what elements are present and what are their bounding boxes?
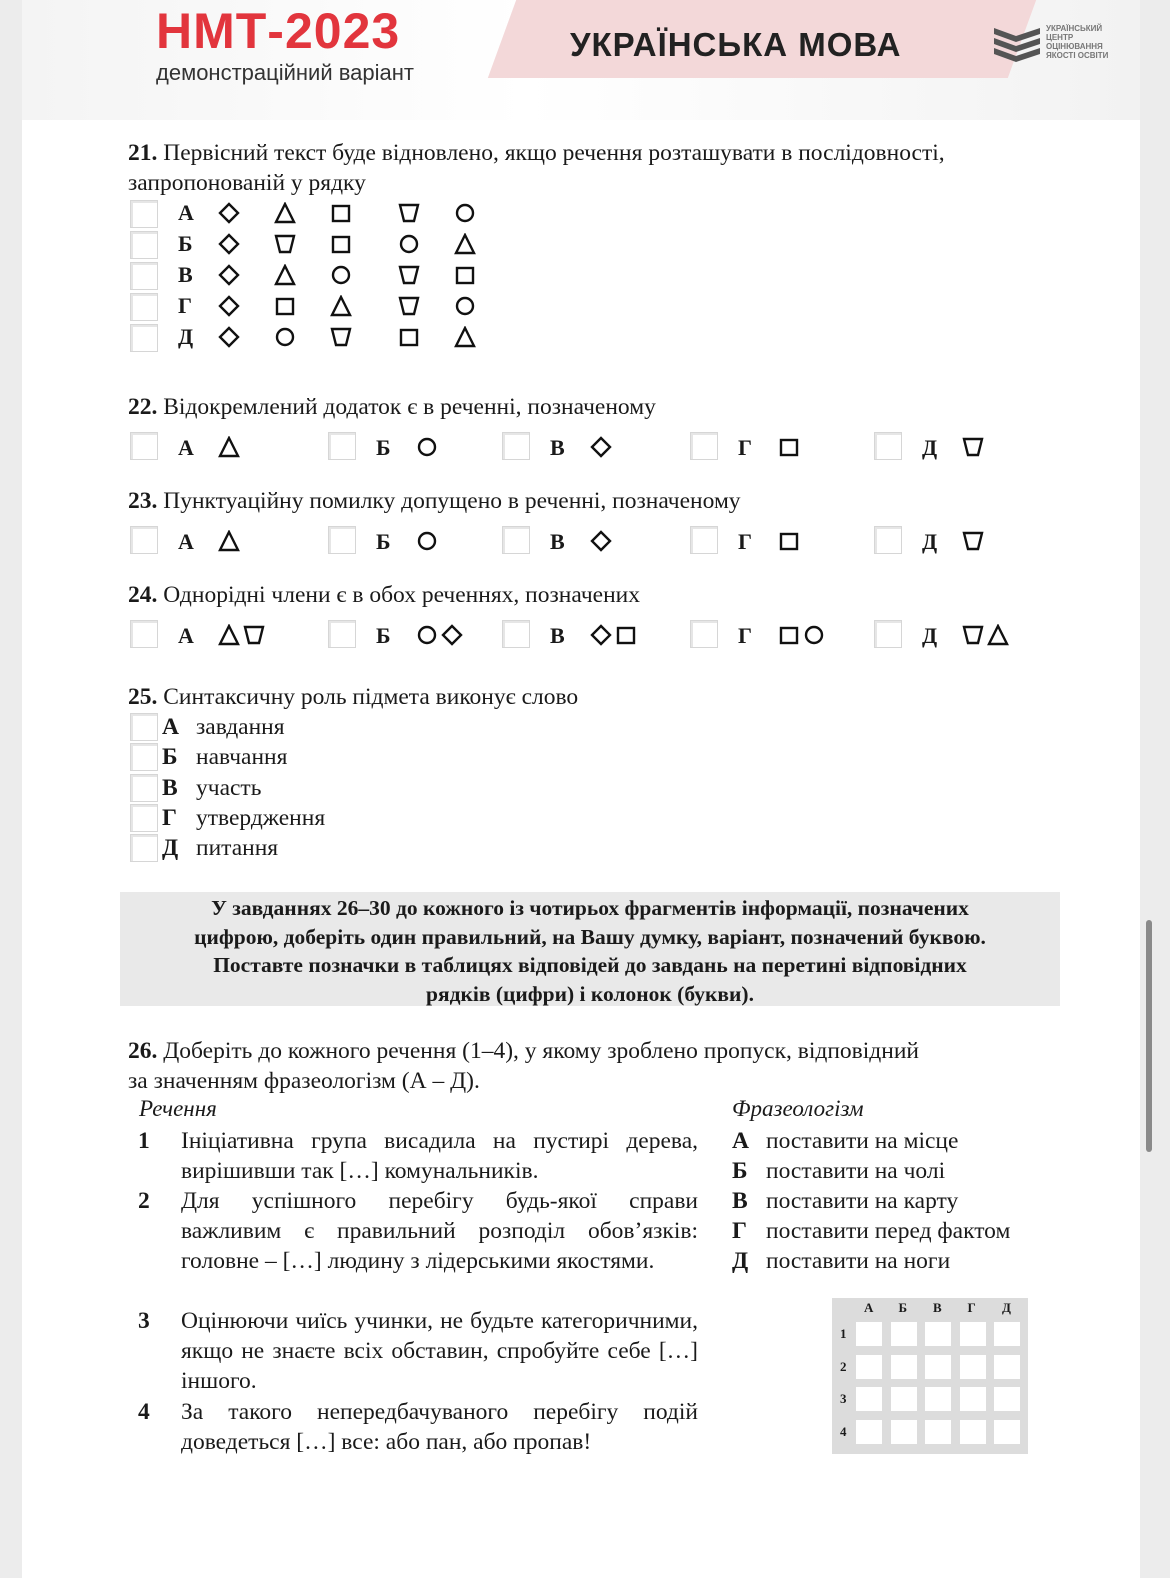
answer-option [690, 432, 860, 462]
grid-row-label: 3 [840, 1391, 847, 1406]
task-21-option [130, 324, 490, 352]
task-25-option [130, 833, 450, 863]
task-24-question: 24. Однорідні члени є в обох реченнях, позначених [128, 582, 640, 608]
option-letter: Д [178, 324, 194, 349]
grid-column-label: А [864, 1300, 874, 1315]
diamond-icon [218, 202, 240, 224]
sentence-3: 3 Оцінюючи чиїсь учинки, не будьте категоричними, якщо не знаєте всіх обставин, спробуйте себе […] іншого. [138, 1308, 698, 1394]
sentences-heading: Речення [139, 1096, 217, 1121]
option-letter: Г [178, 293, 192, 318]
answer-checkbox[interactable] [502, 432, 530, 460]
grid-cell[interactable] [925, 1420, 951, 1444]
task-23-question: 23. Пунктуаційну помилку допущено в реченні, позначеному [128, 488, 741, 514]
answer-checkbox[interactable] [502, 620, 530, 648]
grid-cell[interactable] [856, 1355, 882, 1379]
answer-checkbox[interactable] [690, 526, 718, 554]
phrase-b: Б поставити на чолі [732, 1158, 946, 1184]
option-word: навчання [196, 744, 288, 771]
exam-page [22, 0, 1140, 1578]
answer-checkbox[interactable] [328, 432, 356, 460]
diamond-icon [218, 264, 240, 286]
triangle-icon [218, 436, 240, 458]
answer-option [690, 620, 860, 650]
inv-triangle-icon [962, 436, 984, 458]
sentence-2: 2 Для успішного перебігу будь-якої справи важливим є правильний розподіл обов’язків: головне – […] людину з лідерськими якостями. [138, 1188, 698, 1274]
grid-cell[interactable] [994, 1387, 1020, 1411]
grid-cell[interactable] [925, 1387, 951, 1411]
grid-cell[interactable] [925, 1322, 951, 1346]
option-letter: В [550, 623, 565, 648]
diamond-icon [590, 624, 612, 646]
circle-icon [274, 326, 296, 348]
task-26-question: 26. Доберіть до кожного речення (1–4), у якому зроблено пропуск, відповідний за значенням фразеологізм (А – Д). [128, 1038, 919, 1094]
answer-checkbox[interactable] [130, 804, 158, 832]
instruction-box: У завданнях 26–30 до кожного із чотирьох фрагментів інформації, позначених цифрою, доберіть один правильний, на Вашу думку, варіант, позначений буквою. Поставте позначки в таблицях відповідей до завдань на перетині відповідних рядків (цифри) і колонок (букви). [120, 892, 1060, 1006]
grid-column-label: В [933, 1300, 942, 1315]
option-letter: Г [738, 529, 752, 554]
phrase-a: А поставити на місце [732, 1128, 959, 1154]
grid-column-label: Б [898, 1300, 908, 1315]
grid-cell[interactable] [960, 1355, 986, 1379]
scrollbar[interactable] [1146, 920, 1152, 1152]
option-letter: Б [178, 231, 193, 256]
answer-checkbox[interactable] [130, 432, 158, 460]
grid-cell[interactable] [994, 1355, 1020, 1379]
answer-checkbox[interactable] [502, 526, 530, 554]
answer-checkbox[interactable] [130, 774, 158, 802]
option-letter: Г [162, 804, 177, 831]
grid-cell[interactable] [994, 1322, 1020, 1346]
diamond-icon [590, 530, 612, 552]
answer-grid [832, 1298, 1028, 1454]
square-icon [398, 326, 420, 348]
exam-title: НМТ-2023 [156, 3, 401, 59]
inv-triangle-icon [962, 530, 984, 552]
circle-icon [454, 202, 476, 224]
option-letter: В [178, 262, 193, 287]
option-letter: А [178, 623, 194, 648]
logo-text: УКРАЇНСЬКИЙ ЦЕНТР ОЦІНЮВАННЯ ЯКОСТІ ОСВІТИ [1046, 24, 1109, 60]
circle-icon [416, 624, 438, 646]
phrases-heading: Фразеологізм [732, 1096, 864, 1121]
grid-cell[interactable] [891, 1420, 917, 1444]
option-letter: Г [738, 435, 752, 460]
option-letter: Б [162, 744, 178, 771]
option-letter: Б [376, 623, 391, 648]
answer-checkbox[interactable] [130, 526, 158, 554]
answer-checkbox[interactable] [130, 713, 158, 741]
answer-option [328, 432, 498, 462]
task-21-option [130, 262, 490, 290]
task-25-option [130, 803, 450, 833]
option-word: утвердження [196, 804, 326, 831]
triangle-icon [274, 264, 296, 286]
triangle-icon [454, 326, 476, 348]
triangle-icon [218, 624, 240, 646]
phrase-d: Д поставити на ноги [732, 1248, 951, 1274]
option-letter: Д [922, 529, 938, 554]
option-letter: Д [922, 623, 938, 648]
square-icon [778, 530, 800, 552]
triangle-icon [274, 202, 296, 224]
grid-row-label: 2 [840, 1358, 847, 1374]
triangle-icon [218, 530, 240, 552]
diamond-icon [218, 326, 240, 348]
ucoz-logo-icon [992, 22, 1042, 68]
task-25-option [130, 712, 450, 742]
answer-option [130, 432, 300, 462]
task-21-question: 21. Первісний текст буде відновлено, якщо речення розташувати в послідовності, запропонованій у рядку [128, 140, 945, 196]
circle-icon [416, 530, 438, 552]
grid-cell[interactable] [856, 1387, 882, 1411]
option-letter: Г [738, 623, 752, 648]
answer-checkbox[interactable] [690, 432, 718, 460]
phrase-h: Г поставити перед фактом [732, 1218, 1011, 1244]
answer-option [502, 620, 672, 650]
option-letter: Д [922, 435, 938, 460]
answer-option [874, 526, 1044, 556]
task-25-option [130, 773, 450, 803]
inv-triangle-icon [330, 326, 352, 348]
answer-option [874, 432, 1044, 462]
answer-option [130, 526, 300, 556]
square-icon [778, 624, 800, 646]
grid-column-label: Д [1002, 1300, 1011, 1315]
option-letter: Б [376, 529, 391, 554]
task-21-option [130, 231, 490, 259]
circle-icon [803, 624, 825, 646]
square-icon [615, 624, 637, 646]
option-letter: А [178, 200, 194, 225]
grid-row-label: 1 [840, 1326, 847, 1341]
answer-checkbox[interactable] [130, 200, 158, 228]
square-icon [778, 436, 800, 458]
diamond-icon [590, 436, 612, 458]
task-22-question: 22. Відокремлений додаток є в реченні, позначеному [128, 394, 656, 420]
square-icon [330, 202, 352, 224]
answer-checkbox[interactable] [328, 526, 356, 554]
inv-triangle-icon [398, 202, 420, 224]
answer-checkbox[interactable] [130, 743, 158, 771]
square-icon [454, 264, 476, 286]
answer-option [328, 620, 498, 650]
triangle-icon [330, 295, 352, 317]
circle-icon [416, 436, 438, 458]
answer-option [502, 526, 672, 556]
triangle-icon [454, 233, 476, 255]
phrase-v: В поставити на карту [732, 1188, 959, 1214]
grid-cell[interactable] [925, 1355, 951, 1379]
grid-cell[interactable] [960, 1387, 986, 1411]
task-21-option [130, 293, 490, 321]
answer-option [690, 526, 860, 556]
answer-checkbox[interactable] [130, 293, 158, 321]
option-word: участь [196, 774, 262, 801]
triangle-icon [987, 624, 1009, 646]
answer-checkbox[interactable] [690, 620, 718, 648]
answer-checkbox[interactable] [874, 526, 902, 554]
task-21-option [130, 200, 490, 228]
option-word: завдання [196, 714, 285, 740]
answer-checkbox[interactable] [130, 834, 158, 862]
inv-triangle-icon [398, 264, 420, 286]
page-header [22, 0, 1140, 120]
grid-cell[interactable] [856, 1322, 882, 1346]
circle-icon [398, 233, 420, 255]
grid-cell[interactable] [891, 1355, 917, 1379]
inv-triangle-icon [398, 295, 420, 317]
option-letter: Д [162, 835, 179, 862]
option-word: питання [196, 835, 279, 862]
answer-option [328, 526, 498, 556]
option-letter: В [162, 774, 178, 801]
answer-checkbox[interactable] [328, 620, 356, 648]
answer-checkbox[interactable] [874, 432, 902, 460]
exam-subtitle: демонстраційний варіант [156, 60, 415, 85]
task-25-question: 25. Синтаксичну роль підмета виконує слово [128, 684, 579, 710]
answer-option [874, 620, 1044, 650]
option-letter: Б [376, 435, 391, 460]
option-letter: В [550, 435, 565, 460]
grid-column-label: Г [967, 1300, 976, 1315]
sentence-1: 1 Ініціативна група висадила на пустирі дерева, вирішивши так […] комунальників. [138, 1128, 698, 1184]
diamond-icon [441, 624, 463, 646]
answer-option [502, 432, 672, 462]
task-25-option [130, 742, 450, 772]
grid-cell[interactable] [856, 1420, 882, 1444]
inv-triangle-icon [243, 624, 265, 646]
circle-icon [454, 295, 476, 317]
diamond-icon [218, 233, 240, 255]
option-letter: В [550, 529, 565, 554]
inv-triangle-icon [962, 624, 984, 646]
answer-option [130, 620, 300, 650]
answer-checkbox[interactable] [130, 262, 158, 290]
option-letter: А [178, 529, 194, 554]
answer-checkbox[interactable] [130, 324, 158, 352]
square-icon [330, 233, 352, 255]
subject-title: УКРАЇНСЬКА МОВА [570, 26, 902, 63]
grid-cell[interactable] [960, 1322, 986, 1346]
grid-cell[interactable] [891, 1387, 917, 1411]
grid-row-label: 4 [840, 1423, 847, 1439]
option-letter: А [162, 714, 179, 740]
answer-checkbox[interactable] [874, 620, 902, 648]
square-icon [274, 295, 296, 317]
answer-checkbox[interactable] [130, 620, 158, 648]
answer-checkbox[interactable] [130, 231, 158, 259]
inv-triangle-icon [274, 233, 296, 255]
grid-cell[interactable] [994, 1420, 1020, 1444]
circle-icon [330, 264, 352, 286]
option-letter: А [178, 435, 194, 460]
grid-cell[interactable] [960, 1420, 986, 1444]
sentence-4: 4 За такого непередбачуваного перебігу подій доведеться […] все: або пан, або пропав! [138, 1399, 698, 1455]
diamond-icon [218, 295, 240, 317]
grid-cell[interactable] [891, 1322, 917, 1346]
